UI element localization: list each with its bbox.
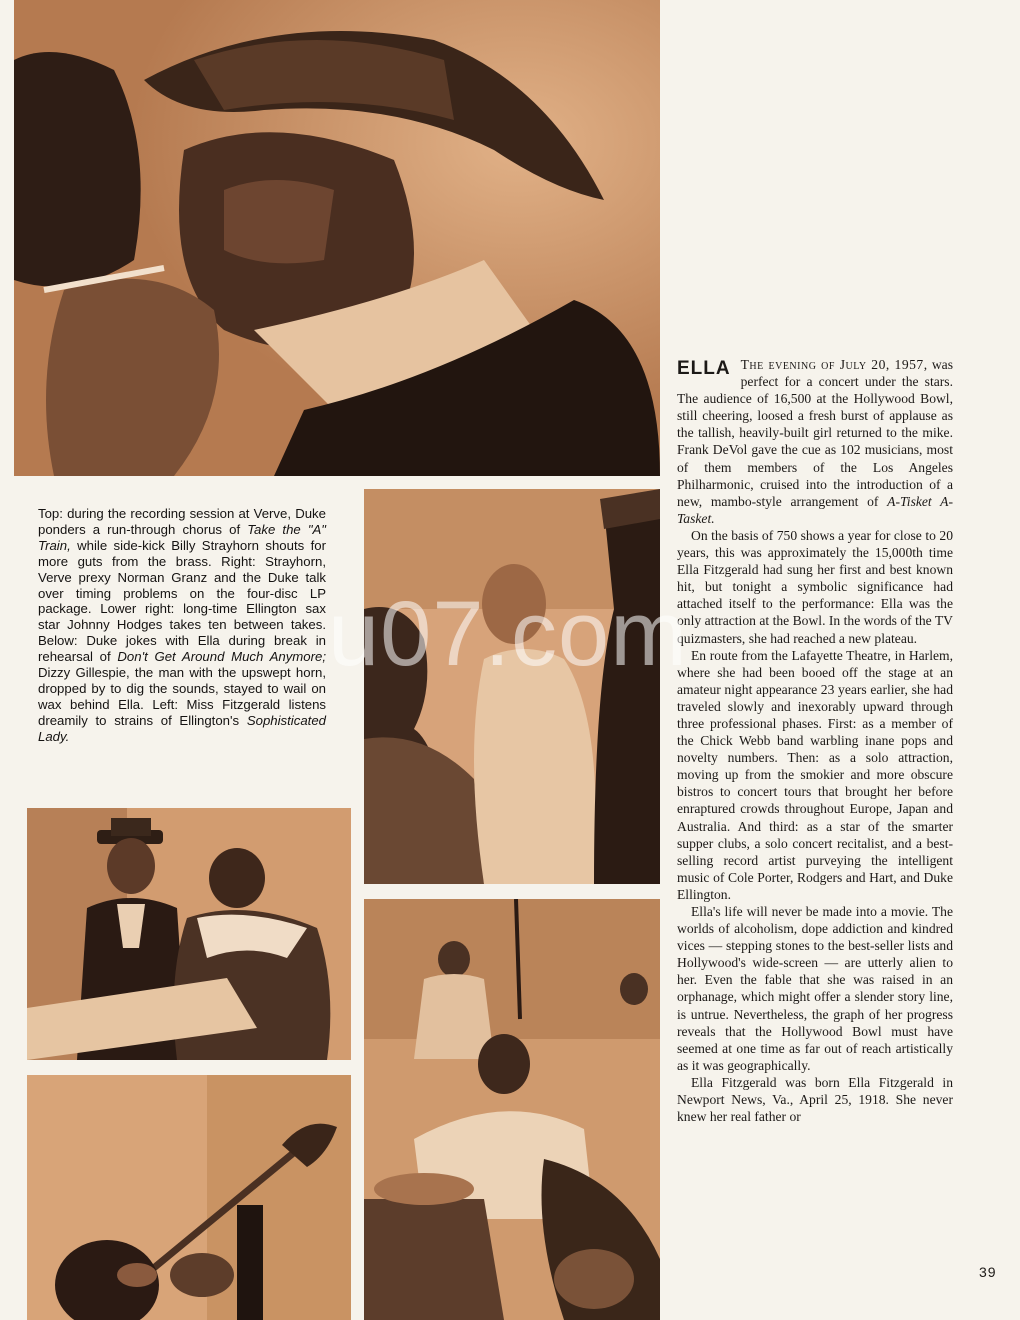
page-number: 39 xyxy=(979,1264,997,1280)
caption-song-title-1: Take the "A" Train, xyxy=(38,521,326,553)
photo-dizzy-gillespie xyxy=(27,1075,351,1320)
caption-text-2: while side-kick Billy Strayhorn shouts for more guts from the brass. Right: Strayhorn, Verve prexy Norman Granz and the Duke talk over timing problems on the four-disc LP package. Lower right: long-time Ellington sax star Johnny Hodges takes ten between takes. Below: Duke jokes with Ella during break in rehearsal of xyxy=(38,537,326,665)
article-paragraph-4: Ella's life will never be made into a movie. The worlds of alcoholism, dope addiction and kindred vices — stepping stones to the best-seller lists and Hollywood's wide-screen — are utterly alien to her. Even the fable that she was raised in an orphanage, which might offer a slender story line, is untrue. Nevertheless, the graph of her progress reveals that the Hollywood Bowl must have seemed at one time as far out of reach artistically as it was geographically. xyxy=(677,904,953,1073)
caption-song-title-2: Don't Get Around Much Anymore; xyxy=(117,649,327,665)
photo-caption xyxy=(38,506,326,745)
photo-strayhorn-granz xyxy=(364,489,660,884)
article-paragraph-3: En route from the Lafayette Theatre, in Harlem, where she had been booed off the stage at an amateur night appearance 23 years earlier, she had traveled slowly and inexorably upward through three professional phases. First: as a member of the Chick Webb band warbling inane pops and novelty numbers. Then: as a solo attraction, moving up from the smokier and more obscure bistros to concert tours that brought her before enraptured crowds throughout Europe, Japan and Australia. And third: as a star of the smarter supper clubs, a solo concert recitalist, and a best-selling record artist purveying the intelligent music of Cole Porter, Rodgers and Hart, and Duke Ellington. xyxy=(677,647,953,902)
watermark: u07.com xyxy=(328,583,688,685)
article-column xyxy=(677,356,953,1125)
article-paragraph-5: Ella Fitzgerald was born Ella Fitzgerald in Newport News, Va., April 25, 1918. She never knew her real father or xyxy=(677,1074,953,1125)
article-paragraph-1 xyxy=(677,356,953,527)
article-song-title: A-Tisket A-Tasket. xyxy=(677,493,953,526)
article-headline: ELLA xyxy=(677,358,731,379)
article-paragraph-1-text: was perfect for a concert under the stars. The audience of 16,500 at the Hollywood Bowl, still cheering, loosed a fresh burst of applause as the tallish, heavily-built girl returned to the mike. Frank DeVol gave the cue as 102 musicians, most of them members of the Los Angeles Philharmonic, cruised into the introduction of a new, mambo-style arrangement of xyxy=(677,357,953,509)
photo-johnny-hodges xyxy=(364,899,660,1320)
photo-duke-top xyxy=(14,0,660,476)
article-paragraph-2: On the basis of 750 shows a year for close to 20 years, this was approximately the 15,000th time Ella Fitzgerald had sung her first and best known hit, but tonight a symbolic significance had attached itself to the performance: Ella was the only attraction at the Bowl. In the words of the TV quizmasters, she had reached a new plateau. xyxy=(677,527,953,646)
caption-text-1: Top: during the recording session at Verve, Duke ponders a run-through chorus of xyxy=(38,506,326,537)
article-lead-in: The evening of July 20, 1957, xyxy=(740,357,928,372)
caption-text-3: Dizzy Gillespie, the man with the upswept horn, dropped by to dig the sounds, stayed to wail on wax behind Ella. Left: Miss Fitzgerald listens dreamily to strains of Ellington's xyxy=(38,665,326,728)
photo-duke-ella xyxy=(27,808,351,1060)
caption-song-title-3: Sophisticated Lady. xyxy=(38,712,326,744)
